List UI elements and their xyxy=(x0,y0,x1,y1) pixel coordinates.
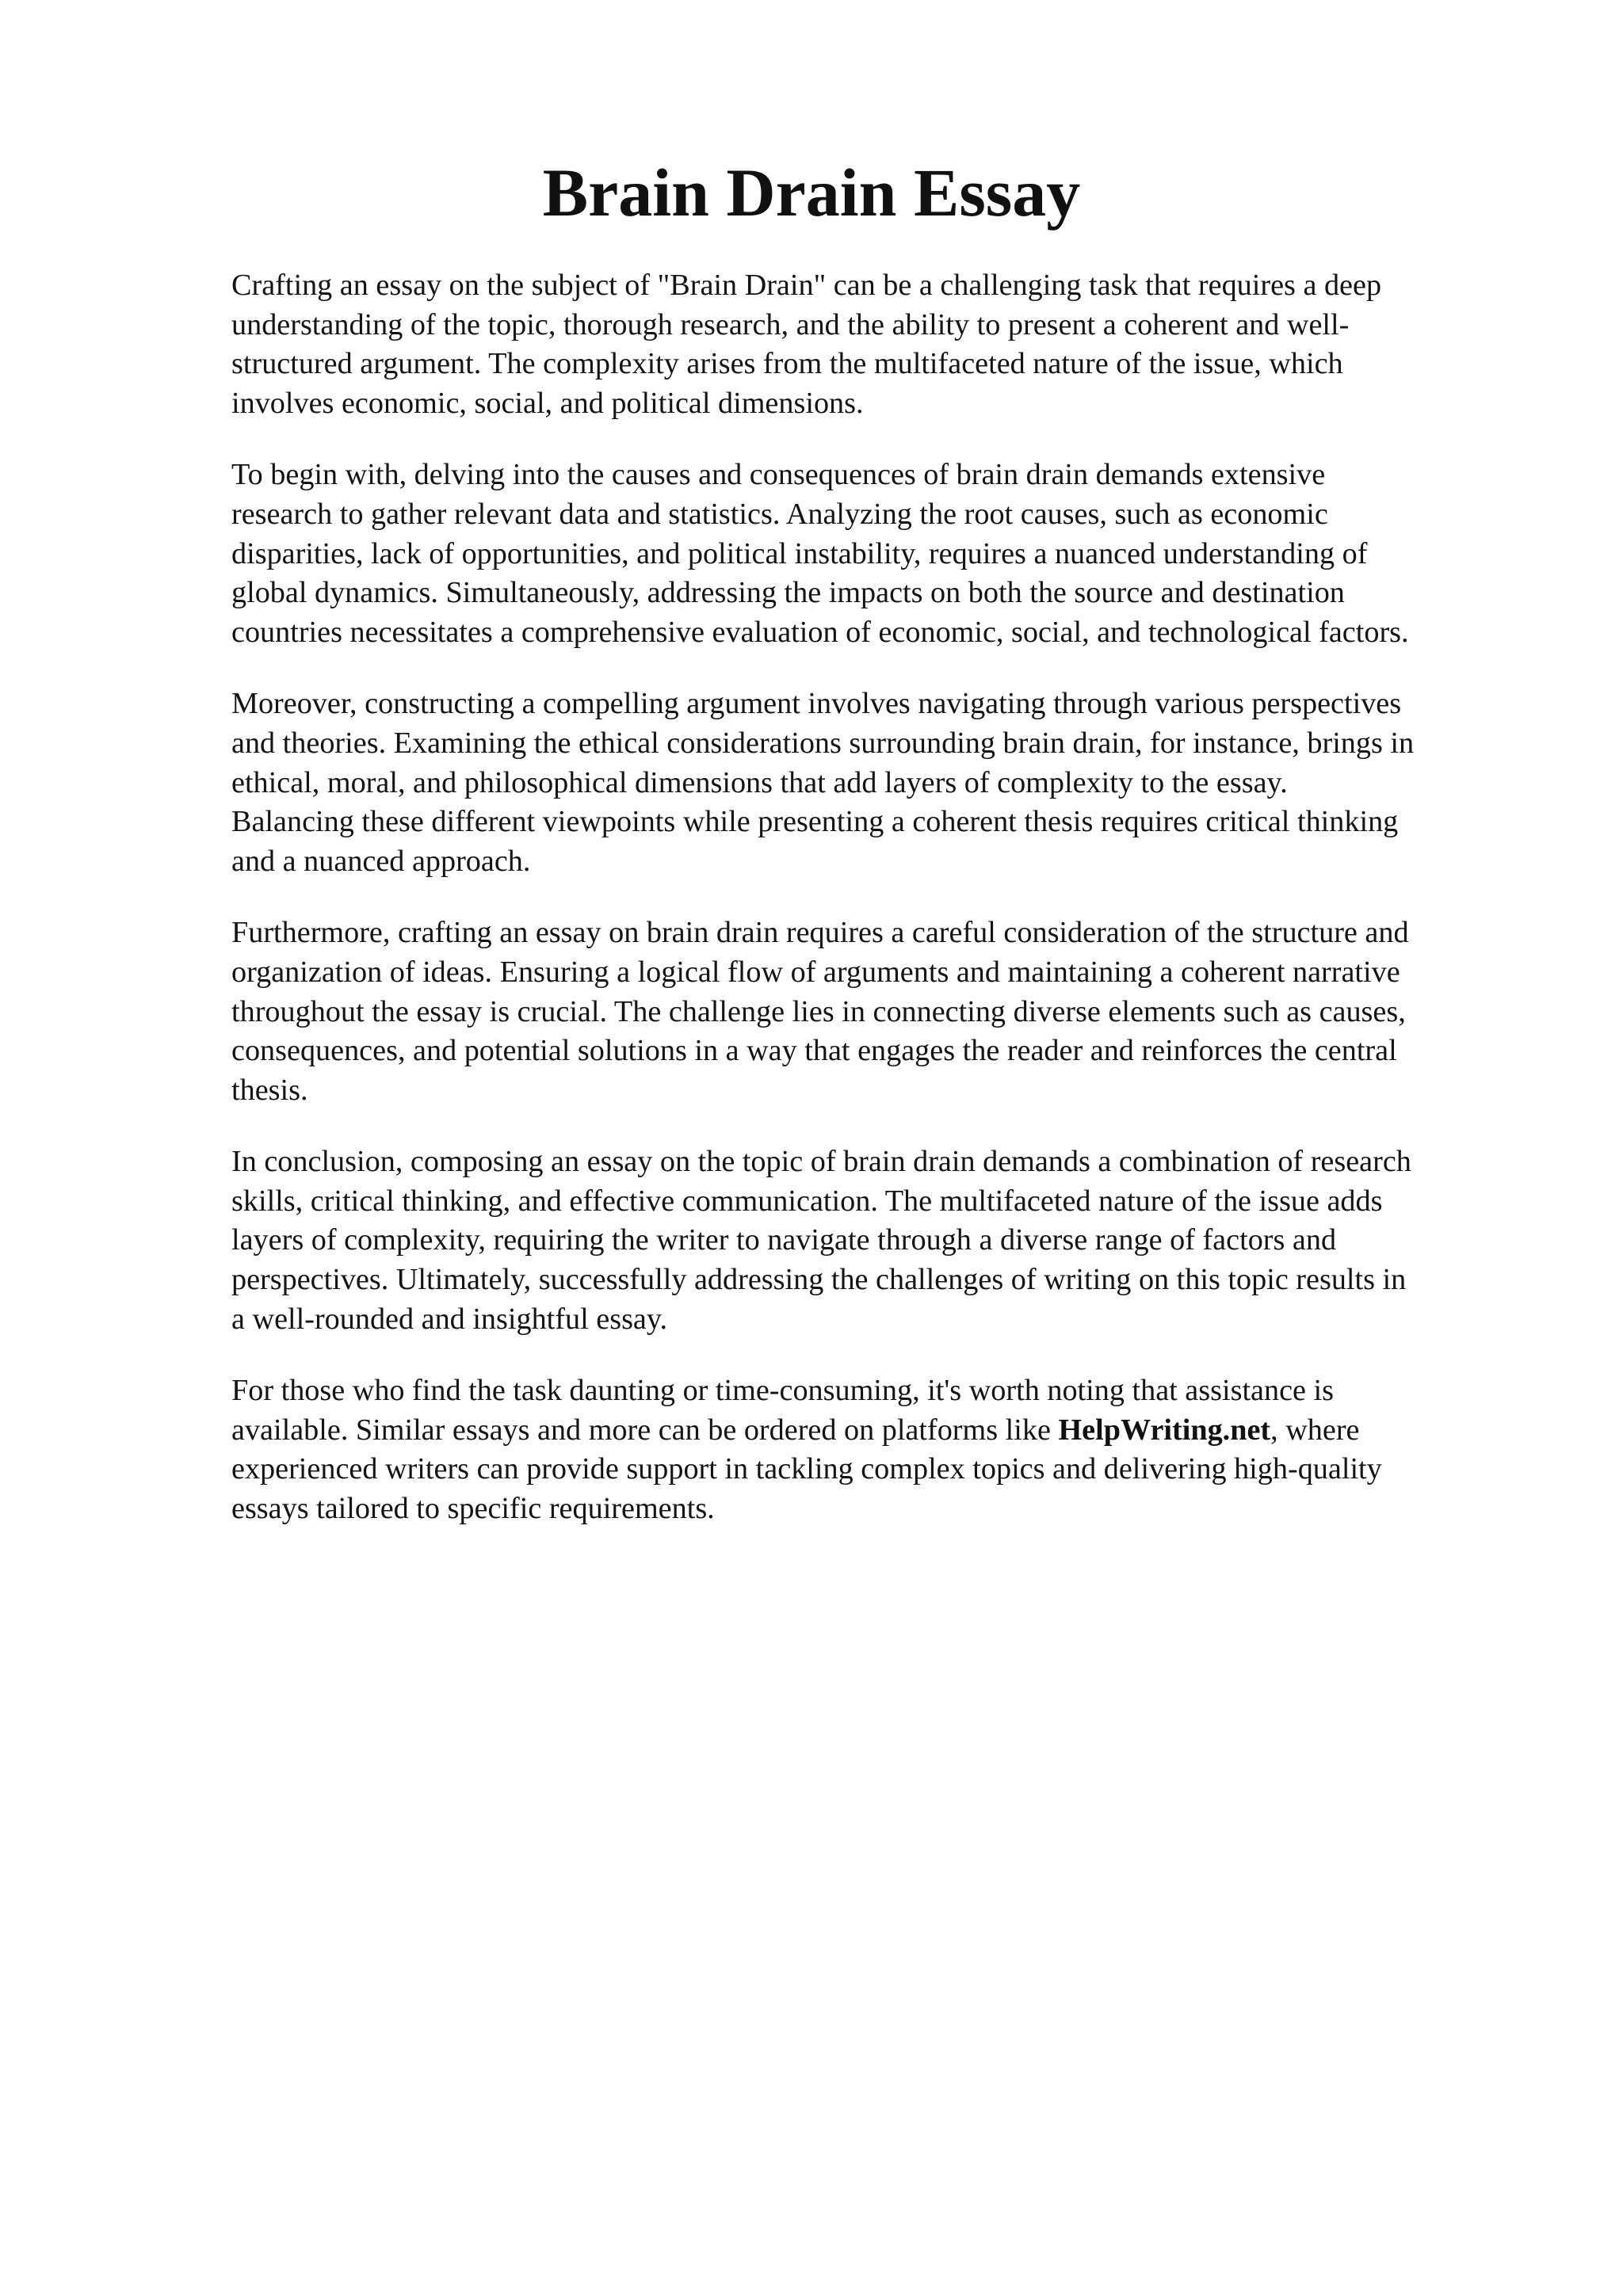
paragraph-intro xyxy=(231,266,1531,423)
text-line: and a nuanced approach. xyxy=(231,844,531,878)
text-line: Furthermore, crafting an essay on brain drain requires a careful consideration of the structure and xyxy=(231,916,1409,950)
closing-text-after-link: , where xyxy=(1270,1413,1360,1447)
paragraph-perspectives xyxy=(231,685,1531,881)
text-line: understanding of the topic, thorough research, and the ability to present a coherent and well- xyxy=(231,307,1350,341)
text-line: global dynamics. Simultaneously, addressing the impacts on both the source and destination xyxy=(231,576,1345,610)
text-line: involves economic, social, and political dimensions. xyxy=(231,386,864,420)
paragraph-closing xyxy=(231,1371,1531,1528)
essay-body xyxy=(231,266,1531,1562)
text-line: throughout the essay is crucial. The challenge lies in connecting diverse elements such as causes, xyxy=(231,994,1406,1028)
text-line: ethical, moral, and philosophical dimensions that add layers of complexity to the essay. xyxy=(231,765,1288,799)
text-line: To begin with, delving into the causes and consequences of brain drain demands extensive xyxy=(231,458,1326,492)
text-line: Moreover, constructing a compelling argument involves navigating through various perspectives xyxy=(231,687,1402,721)
page-title: Brain Drain Essay xyxy=(542,154,1081,231)
text-line: For those who find the task daunting or time-consuming, it's worth noting that assistance is xyxy=(231,1374,1335,1408)
text-line: experienced writers can provide support in tackling complex topics and delivering high-quality xyxy=(231,1452,1382,1486)
text-line: thesis. xyxy=(231,1073,308,1107)
text-line: disparities, lack of opportunities, and political instability, requires a nuanced understanding of xyxy=(231,536,1368,570)
text-line: skills, critical thinking, and effective communication. The multifaceted nature of the issue adds xyxy=(231,1184,1383,1218)
helpwriting-link[interactable]: HelpWriting.net xyxy=(1058,1413,1271,1447)
text-line-with-link xyxy=(231,1411,1531,1451)
text-line: essays tailored to specific requirements. xyxy=(231,1492,715,1526)
text-line: consequences, and potential solutions in a way that engages the reader and reinforces the central xyxy=(231,1034,1397,1068)
text-line: Crafting an essay on the subject of "Brain Drain" can be a challenging task that requires a deep xyxy=(231,269,1382,302)
text-line: and theories. Examining the ethical considerations surrounding brain drain, for instance, brings in xyxy=(231,726,1415,760)
text-line: a well-rounded and insightful essay. xyxy=(231,1302,668,1336)
text-line: countries necessitates a comprehensive evaluation of economic, social, and technological factors. xyxy=(231,615,1409,649)
paragraph-structure xyxy=(231,913,1531,1110)
closing-text-before-link: available. Similar essays and more can be ordered on platforms like xyxy=(231,1413,1059,1447)
text-line: perspectives. Ultimately, successfully addressing the challenges of writing on this topic results in xyxy=(231,1263,1407,1297)
text-line: research to gather relevant data and statistics. Analyzing the root causes, such as economic xyxy=(231,497,1328,531)
text-line: structured argument. The complexity arises from the multifaceted nature of the issue, which xyxy=(231,347,1343,381)
text-line: Balancing these different viewpoints while presenting a coherent thesis requires critical thinking xyxy=(231,805,1399,839)
text-line: layers of complexity, requiring the writer to navigate through a diverse range of factors and xyxy=(231,1223,1337,1257)
paragraph-conclusion xyxy=(231,1142,1531,1339)
text-line: organization of ideas. Ensuring a logical flow of arguments and maintaining a coherent narrative xyxy=(231,955,1400,989)
text-line: In conclusion, composing an essay on the topic of brain drain demands a combination of research xyxy=(231,1145,1411,1179)
paragraph-causes xyxy=(231,456,1531,652)
